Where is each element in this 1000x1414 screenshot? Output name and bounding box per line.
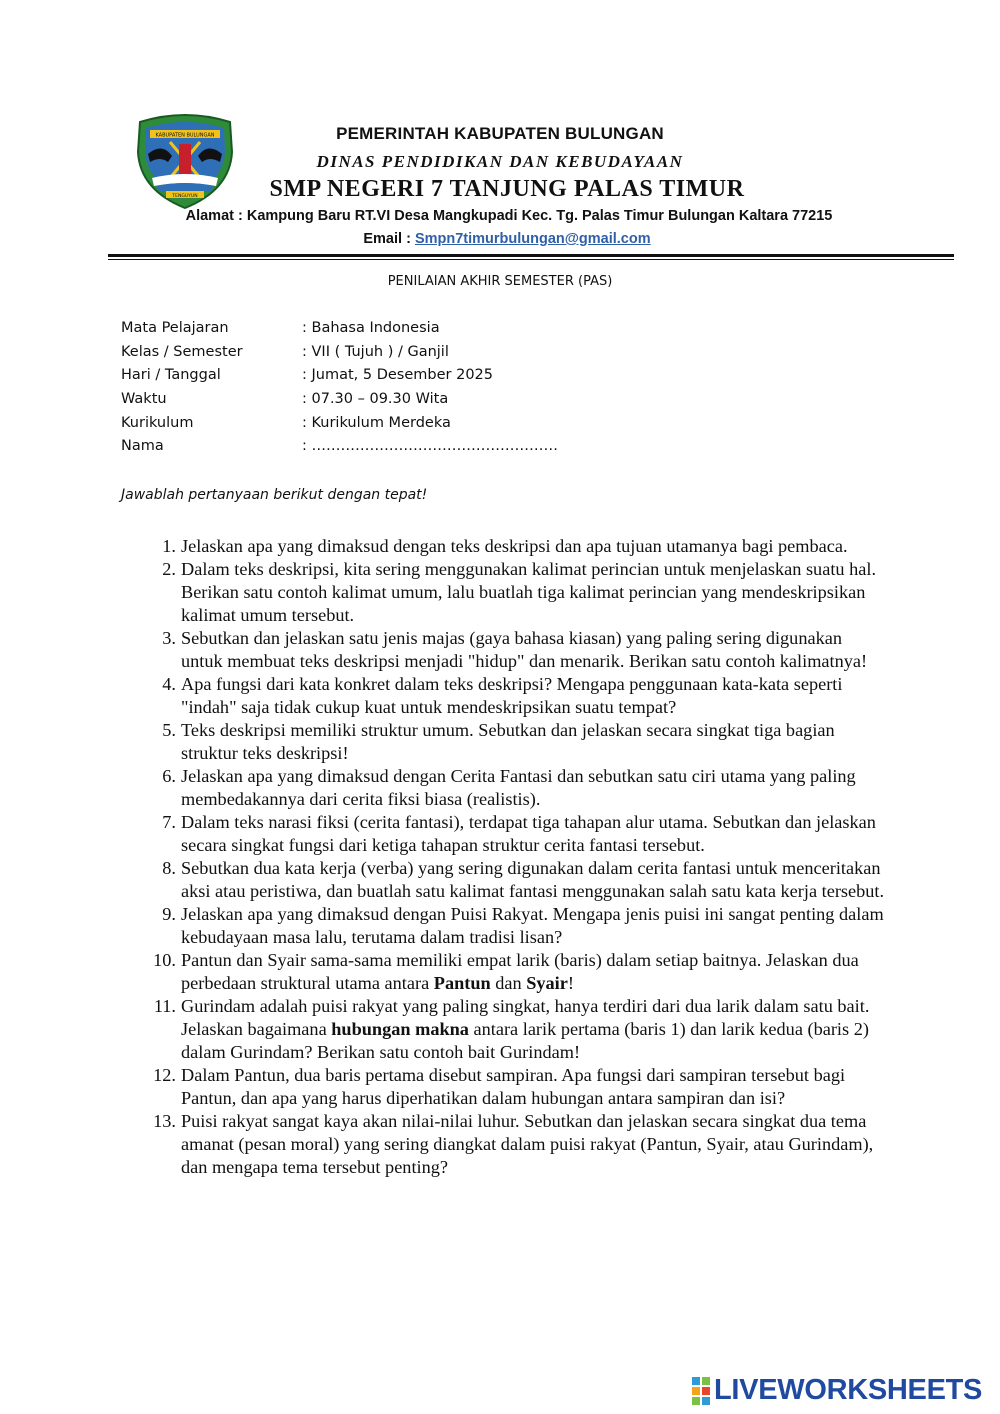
info-label: Kurikulum bbox=[121, 414, 194, 431]
question-item bbox=[145, 627, 885, 673]
question-text: Teks deskripsi memiliki struktur umum. Sebutkan dan jelaskan secara singkat tiga bagian struktur teks deskripsi! bbox=[181, 720, 835, 763]
info-label: Hari / Tanggal bbox=[121, 367, 221, 384]
logo-bottom-text: TENGUYUN bbox=[172, 193, 198, 199]
question-text: Sebutkan dua kata kerja (verba) yang sering digunakan dalam cerita fantasi untuk menceritakan aksi atau peristiwa, dan buatlah satu kalimat fantasi menggunakan salah satu kata kerja tersebut. bbox=[181, 858, 885, 901]
info-value: : Kurikulum Merdeka bbox=[302, 414, 451, 431]
question-text: Dalam Pantun, dua baris pertama disebut sampiran. Apa fungsi dari sampiran tersebut bagi Pantun, dan apa yang harus diperhatikan dalam hubungan antara sampiran dan isi? bbox=[181, 1065, 846, 1108]
question-item bbox=[145, 558, 885, 627]
info-row bbox=[121, 367, 558, 391]
question-number: 7. bbox=[162, 812, 176, 832]
question-text-part: Gurindam adalah puisi rakyat yang paling singkat, hanya terdiri dari dua larik dalam satu bait. Jelaskan bagaimana bbox=[181, 996, 870, 1039]
question-item bbox=[145, 857, 885, 903]
question-number: 2. bbox=[162, 559, 176, 579]
question-number: 13. bbox=[153, 1111, 176, 1131]
question-number: 6. bbox=[162, 766, 176, 786]
question-text: Dalam teks deskripsi, kita sering menggunakan kalimat perincian untuk menjelaskan suatu hal. Berikan satu contoh kalimat umum, lalu buatlah tiga kalimat perincian yang mendeskripsikan kalimat umum tersebut. bbox=[181, 559, 877, 625]
question-number: 9. bbox=[162, 904, 176, 924]
liveworksheets-logo[interactable] bbox=[692, 1374, 982, 1407]
liveworksheets-brand-text: LIVEWORKSHEETS bbox=[714, 1374, 983, 1406]
logo-top-text: KABUPATEN BULUNGAN bbox=[155, 132, 215, 139]
question-text bbox=[181, 950, 859, 993]
info-row bbox=[121, 344, 558, 368]
info-row bbox=[121, 320, 558, 344]
info-value: : 07.30 – 09.30 Wita bbox=[302, 391, 449, 408]
header-department: DINAS PENDIDIKAN DAN KEBUDAYAAN bbox=[316, 152, 684, 171]
question-item bbox=[145, 811, 885, 857]
question-text: Apa fungsi dari kata konkret dalam teks deskripsi? Mengapa penggunaan kata-kata seperti "indah" saja tidak cukup kuat untuk mendeskripsikan suatu tempat? bbox=[181, 674, 843, 717]
question-number: 10. bbox=[153, 950, 176, 970]
info-row-name bbox=[121, 438, 558, 462]
question-text-bold: Syair bbox=[526, 973, 568, 993]
question-text: Dalam teks narasi fiksi (cerita fantasi), terdapat tiga tahapan alur utama. Sebutkan dan jelaskan secara singkat fungsi dari ketiga tahapan struktur cerita fantasi tersebut. bbox=[181, 812, 876, 855]
question-item bbox=[145, 673, 885, 719]
question-item bbox=[145, 1064, 885, 1110]
question-item bbox=[145, 719, 885, 765]
question-number: 12. bbox=[153, 1065, 176, 1085]
info-label: Nama bbox=[121, 438, 164, 455]
header-government: PEMERINTAH KABUPATEN BULUNGAN bbox=[336, 124, 664, 143]
question-list bbox=[145, 535, 885, 1179]
header-email bbox=[0, 231, 1000, 247]
question-text bbox=[181, 996, 869, 1062]
question-number: 5. bbox=[162, 720, 176, 740]
header-divider-thin bbox=[108, 259, 954, 260]
info-value: : Jumat, 5 Desember 2025 bbox=[302, 367, 493, 384]
info-value: : VII ( Tujuh ) / Ganjil bbox=[302, 343, 449, 360]
question-text-part: ! bbox=[567, 973, 574, 993]
question-text: Jelaskan apa yang dimaksud dengan Puisi Rakyat. Mengapa jenis puisi ini sangat penting dalam kebudayaan masa lalu, terutama dalam tradisi lisan? bbox=[181, 904, 884, 947]
header-address: Alamat : Kampung Baru RT.VI Desa Mangkupadi Kec. Tg. Palas Timur Bulungan Kaltara 77215 bbox=[185, 208, 833, 224]
question-text: Jelaskan apa yang dimaksud dengan teks deskripsi dan apa tujuan utamanya bagi pembaca. bbox=[181, 536, 848, 556]
name-input-line[interactable]: : …………………………………………… bbox=[302, 438, 558, 455]
question-text-part: Pantun dan Syair sama-sama memiliki empat larik (baris) dalam setiap baitnya. Jelaskan dua perbedaan struktural utama antara bbox=[181, 950, 859, 993]
info-label: Kelas / Semester bbox=[121, 343, 243, 360]
question-text: Puisi rakyat sangat kaya akan nilai-nilai luhur. Sebutkan dan jelaskan secara singkat dua tema amanat (pesan moral) yang sering diangkat dalam puisi rakyat (Pantun, Syair, atau Gurindam), dan mengapa tema tersebut penting? bbox=[181, 1111, 874, 1177]
info-row bbox=[121, 391, 558, 415]
exam-info-table bbox=[121, 320, 558, 462]
question-text: Jelaskan apa yang dimaksud dengan Cerita Fantasi dan sebutkan satu ciri utama yang paling membedakannya dari cerita fiksi biasa (realistis). bbox=[181, 766, 856, 809]
question-text: Sebutkan dan jelaskan satu jenis majas (gaya bahasa kiasan) yang paling sering digunakan untuk membuat teks deskripsi menjadi "hidup" dan menarik. Berikan satu contoh kalimatnya! bbox=[181, 628, 868, 671]
header-divider-thick bbox=[108, 254, 954, 257]
question-number: 4. bbox=[162, 674, 176, 694]
email-link[interactable]: Smpn7timurbulungan@gmail.com bbox=[414, 231, 651, 247]
info-label: Mata Pelajaran bbox=[121, 320, 229, 336]
question-item bbox=[145, 995, 885, 1064]
question-number: 1. bbox=[162, 536, 176, 556]
question-text-bold: hubungan makna bbox=[331, 1019, 469, 1039]
question-item bbox=[145, 765, 885, 811]
header-school-name: SMP NEGERI 7 TANJUNG PALAS TIMUR bbox=[269, 176, 745, 202]
question-item bbox=[145, 1110, 885, 1179]
document-title: PENILAIAN AKHIR SEMESTER (PAS) bbox=[387, 274, 613, 289]
question-item bbox=[145, 903, 885, 949]
liveworksheets-blocks-icon bbox=[692, 1377, 710, 1405]
info-label: Waktu bbox=[121, 391, 167, 408]
question-item bbox=[145, 535, 885, 558]
info-row bbox=[121, 415, 558, 439]
email-label: Email : bbox=[363, 231, 415, 247]
question-number: 11. bbox=[153, 996, 176, 1016]
question-number: 3. bbox=[162, 628, 176, 648]
question-text-part: antara larik pertama (baris 1) dan larik kedua (baris 2) dalam Gurindam? Berikan satu contoh bait Gurindam! bbox=[181, 1019, 869, 1062]
question-text-bold: Pantun bbox=[433, 973, 491, 993]
instruction-text: Jawablah pertanyaan berikut dengan tepat! bbox=[121, 487, 428, 503]
question-text-part: dan bbox=[490, 973, 527, 993]
question-number: 8. bbox=[162, 858, 176, 878]
info-value: : Bahasa Indonesia bbox=[302, 320, 440, 336]
question-item bbox=[145, 949, 885, 995]
